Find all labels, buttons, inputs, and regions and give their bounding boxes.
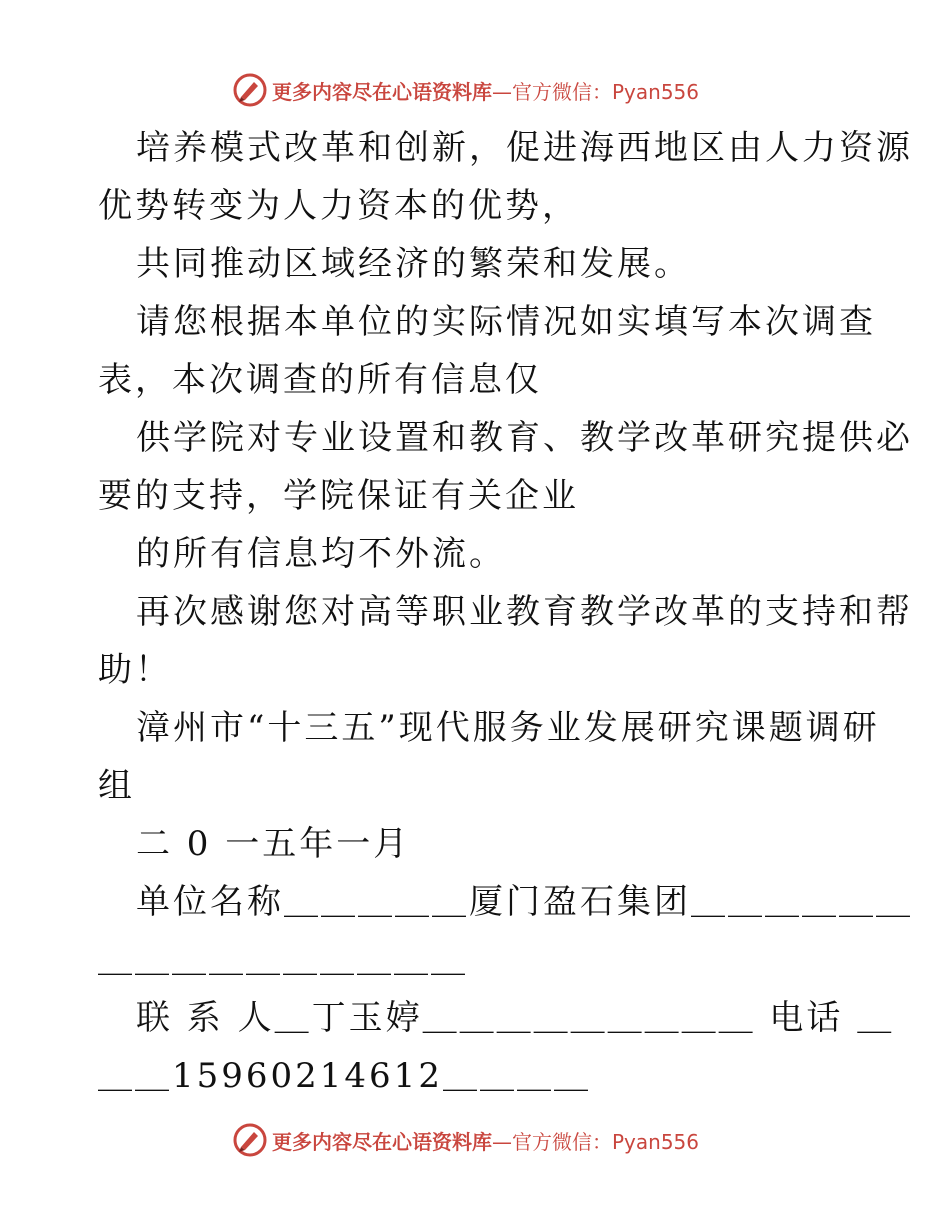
date-line: 二 0 一五年一月 bbox=[136, 824, 411, 864]
watermark-footer bbox=[232, 1122, 752, 1158]
body-line-12: 组 bbox=[98, 766, 135, 806]
body-line-7: 要的支持，学院保证有关企业 bbox=[98, 476, 579, 516]
phone-line: ＿＿15960214612＿＿＿＿ bbox=[98, 1056, 591, 1096]
company-name-line-cont: ＿＿＿＿＿＿＿＿＿＿ bbox=[98, 940, 468, 980]
body-line-5: 表，本次调查的所有信息仅 bbox=[98, 360, 542, 400]
body-line-11: 漳州市“十三五”现代服务业发展研究课题调研 bbox=[136, 708, 880, 748]
body-line-6: 供学院对专业设置和教育、教学改革研究提供必 bbox=[136, 418, 913, 458]
body-line-1: 培养模式改革和创新，促进海西地区由人力资源 bbox=[136, 128, 913, 168]
body-line-3: 共同推动区域经济的繁荣和发展。 bbox=[136, 244, 691, 284]
company-name-line: 单位名称＿＿＿＿＿厦门盈石集团＿＿＿＿＿＿ bbox=[136, 882, 913, 922]
body-line-4: 请您根据本单位的实际情况如实填写本次调查 bbox=[136, 302, 876, 342]
watermark-text: 更多内容尽在心语资料库—官方微信：Pyan556 bbox=[272, 1129, 700, 1154]
contact-line: 联 系 人＿丁玉婷＿＿＿＿＿＿＿＿＿ 电话 ＿ bbox=[136, 998, 895, 1038]
body-line-2: 优势转变为人力资本的优势， bbox=[98, 186, 579, 226]
pen-logo-icon bbox=[232, 1122, 268, 1158]
body-line-8: 的所有信息均不外流。 bbox=[136, 534, 506, 574]
pen-logo-icon bbox=[232, 72, 268, 108]
body-line-10: 助！ bbox=[98, 650, 172, 690]
body-line-9: 再次感谢您对高等职业教育教学改革的支持和帮 bbox=[136, 592, 913, 632]
watermark-text: 更多内容尽在心语资料库—官方微信：Pyan556 bbox=[272, 79, 700, 104]
watermark-header bbox=[232, 72, 752, 108]
